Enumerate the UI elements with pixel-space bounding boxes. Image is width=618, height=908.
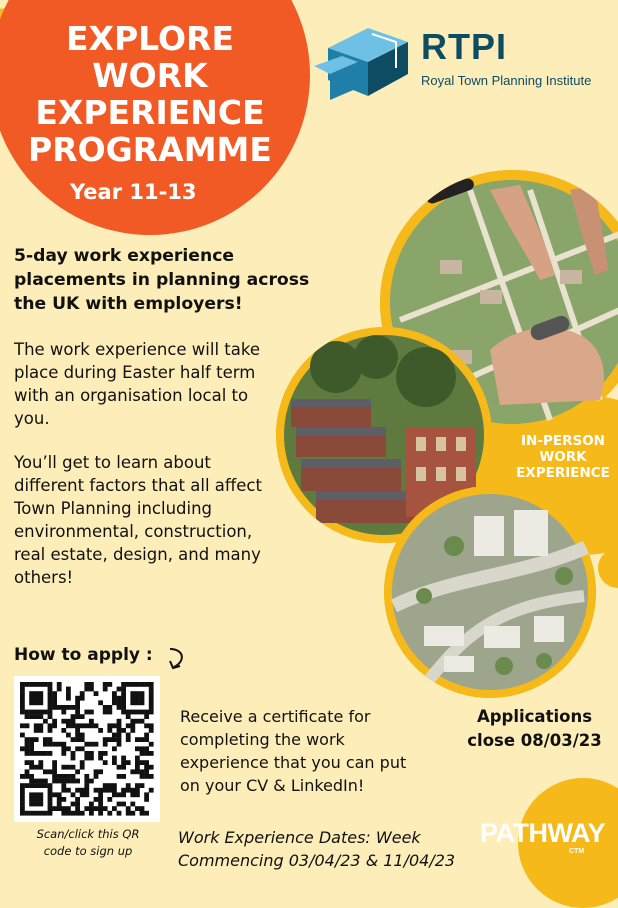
pathway-logo-sub: CTM [569, 848, 585, 855]
logo-name: RTPI [421, 26, 508, 67]
page-title [0, 20, 300, 168]
qr-code[interactable] [14, 676, 160, 822]
application-deadline [462, 705, 607, 753]
title-line: PROGRAMME [28, 130, 272, 169]
title-line: EXPLORE [65, 19, 235, 58]
development-model-photo [384, 486, 596, 698]
certificate-text: Receive a certificate for completing the work experience that you can put on your CV & LinkedIn! [180, 707, 407, 795]
decorative-yellow-dot [598, 548, 618, 588]
badge-line: IN-PERSON [521, 433, 605, 449]
curved-arrow-icon [162, 645, 192, 673]
lead-text: 5-day work experience placements in planning across the UK with employers! [14, 246, 310, 314]
in-person-badge [503, 433, 618, 481]
title-line: EXPERIENCE [35, 93, 265, 132]
dates-line: Commencing 03/04/23 & 11/04/23 [178, 851, 456, 870]
rtpi-cube-logo-icon [312, 22, 414, 104]
logo-full-name: Royal Town Planning Institute [421, 73, 592, 88]
qr-code-icon[interactable] [14, 676, 160, 822]
qr-caption [18, 826, 158, 860]
qr-caption-line: Scan/click this QR [36, 827, 140, 841]
deadline-line: close 08/03/23 [467, 731, 602, 750]
dates-line: Work Experience Dates: Week [178, 828, 421, 847]
badge-line: WORK [539, 449, 587, 465]
pathway-logo: PATHWAY [480, 818, 606, 848]
year-range: Year 11-13 [70, 180, 197, 204]
work-experience-dates [178, 826, 468, 872]
how-to-apply-heading: How to apply : [14, 645, 153, 665]
qr-caption-line: code to sign up [43, 844, 133, 858]
learning-paragraph: You’ll get to learn about different factors that all affect Town Planning including environmental, construction, real estate, design, and many others! [14, 453, 262, 587]
badge-line: EXPERIENCE [516, 465, 610, 481]
title-line: WORK [92, 56, 208, 95]
intro-paragraph: The work experience will take place during Easter half term with an organisation local to you. [14, 340, 260, 428]
deadline-line: Applications [476, 707, 593, 726]
